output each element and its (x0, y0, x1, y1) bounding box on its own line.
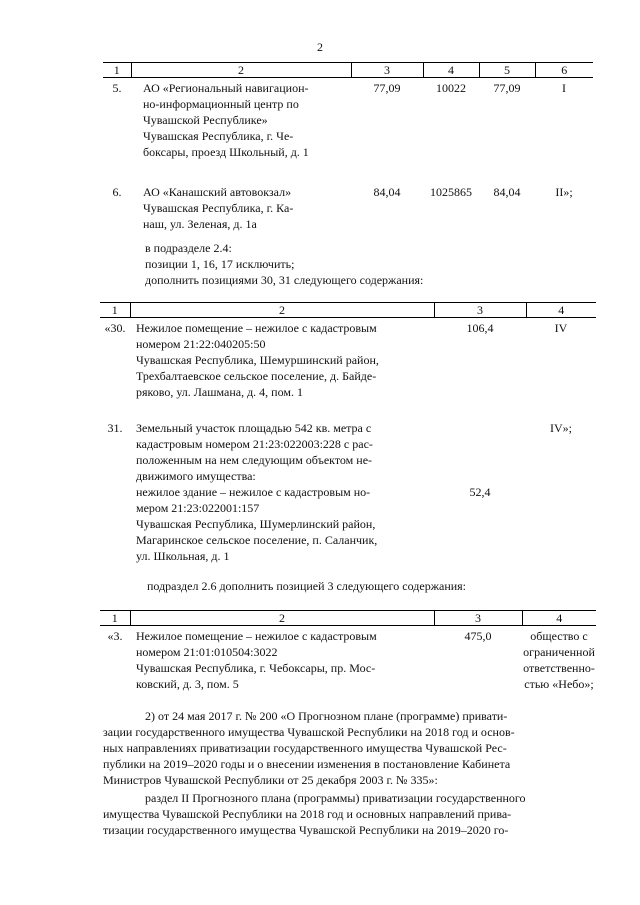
row-value-3: 84,04 (373, 185, 401, 199)
row-description: АО «Канашский автовокзал» Чувашская Республика, г. Ка- наш, ул. Зеленая, д. 1а (143, 185, 294, 231)
row-value-4: 1025865 (430, 185, 472, 199)
row-value-5: 84,04 (493, 185, 521, 199)
table-header-cell: 4 (522, 611, 596, 626)
table-header-cell: 3 (434, 303, 526, 318)
table-header-cell: 3 (434, 611, 522, 626)
row-value-3: 475,0 (464, 629, 492, 643)
table-row (103, 78, 593, 161)
row-description: Земельный участок площадью 542 кв. метра с кадастровым номером 21:23:022003:228 с рас- положенным на нем следующим объектом не- движимого имущества: нежилое здание – нежилое с кадастровым но- мером 21:23:022001:157 Чувашская Республика, Шумерлинский район, Магаринское сельское поселение, п. Саланчик, ул. Школьная, д. 1 (136, 421, 378, 563)
table-3-header (100, 611, 596, 626)
amendment-text-2-4: в подразделе 2.4: позиции 1, 16, 17 исключить; дополнить позициями 30, 31 следующего содержания: (145, 241, 424, 287)
table-header-cell: 2 (130, 303, 434, 318)
paragraph-section-ii: раздел II Прогнозного плана (программы) приватизации государственного имущества Чувашской Республики на 2018 год и основных направлений прива- тизации государственного имущества Чувашской Республики на 2019–2020 го- (103, 791, 526, 837)
table-header-cell: 6 (535, 63, 593, 78)
paragraph-item-2: 2) от 24 мая 2017 г. № 200 «О Прогнозном плане (программе) привати- зации государственного имущества Чувашской Республики на 2018 год и основ- ных направлениях приватизации государственного имущества Чувашской Рес- публики на 2019–2020 годы и о внесении изменения в постановление Кабинета Министров Чувашской Республики от 25 декабря 2003 г. № 335»: (103, 709, 515, 787)
row-number: «30. (104, 321, 126, 335)
amendment-text-2-6: подраздел 2.6 дополнить позицией 3 следующего содержания: (147, 579, 467, 593)
table-row (100, 626, 596, 693)
page-number: 2 (317, 40, 323, 54)
table-row (100, 318, 596, 401)
row-number: 6. (112, 185, 122, 199)
table-header-cell: 1 (100, 611, 130, 626)
row-value-6: I (562, 81, 566, 95)
table-row (100, 400, 596, 564)
table-header-cell: 4 (423, 63, 479, 78)
row-value-4: 10022 (436, 81, 466, 95)
row-value-3: 52,4 (469, 485, 491, 499)
row-description: АО «Региональный навигацион- но-информационный центр по Чувашской Республике» Чувашская Республика, г. Че- боксары, проезд Школьный, д. 1 (143, 81, 309, 159)
table-1 (103, 62, 593, 232)
row-description: Нежилое помещение – нежилое с кадастровым номером 21:22:040205:50 Чувашская Республика, Шемуршинский район, Трехбалтаевское сельское поселение, д. Байде- ряково, ул. Лашмана, д. 4, пом. 1 (136, 321, 379, 399)
table-3 (100, 610, 596, 692)
table-header-cell: 1 (100, 303, 130, 318)
row-number: «3. (107, 629, 123, 643)
row-value-4: общество с ограниченной ответственно- стью «Небо»; (523, 629, 595, 691)
row-description: Нежилое помещение – нежилое с кадастровым номером 21:01:010504:3022 Чувашская Республика, г. Чебоксары, пр. Мос- ковский, д. 3, пом. 5 (136, 629, 377, 691)
table-header-cell: 4 (526, 303, 596, 318)
row-value-4: IV»; (550, 421, 572, 435)
table-header-cell: 3 (351, 63, 423, 78)
row-value-4: IV (554, 321, 568, 335)
table-header-cell: 2 (131, 63, 351, 78)
table-header-cell: 1 (103, 63, 131, 78)
table-header-cell: 5 (479, 63, 535, 78)
table-row (103, 160, 593, 232)
table-2-header (100, 303, 596, 318)
row-number: 31. (107, 421, 123, 435)
row-value-5: 77,09 (493, 81, 521, 95)
row-number: 5. (112, 81, 122, 95)
table-1-header (103, 63, 593, 78)
row-value-6: II»; (555, 185, 573, 199)
table-2 (100, 302, 596, 564)
row-value-3: 77,09 (373, 81, 401, 95)
table-header-cell: 2 (130, 611, 434, 626)
row-value-3: 106,4 (466, 321, 494, 335)
